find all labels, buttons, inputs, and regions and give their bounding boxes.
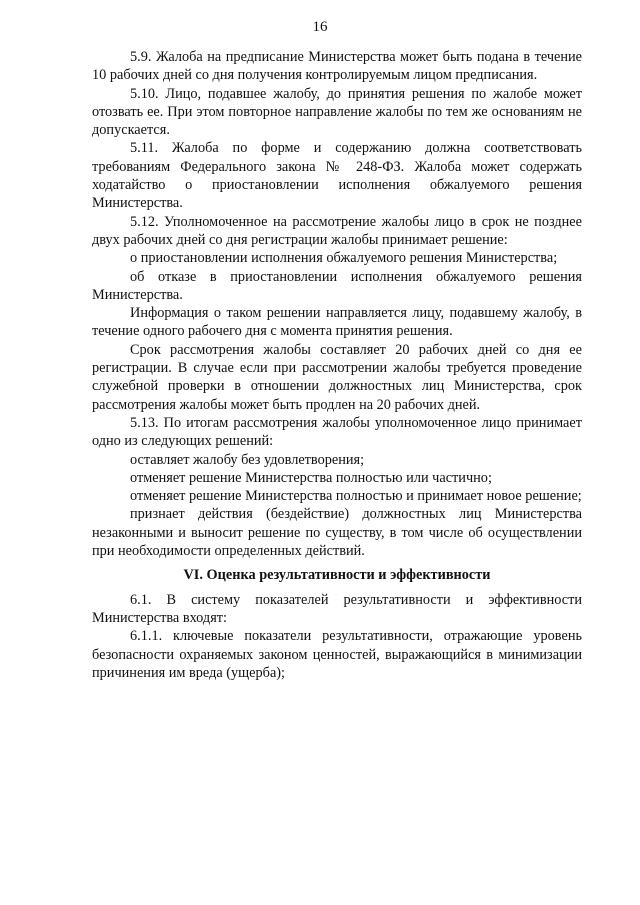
section-heading: VI. Оценка результативности и эффективности — [183, 567, 491, 584]
paragraph-5-11: 5.11. Жалоба по форме и содержанию должна соответствовать требованиям Федерального закона № 248-ФЗ. Жалоба может содержать ходатайство о приостановлении исполнения обжалуемого решения Министерства. — [92, 140, 582, 212]
paragraph-6-1: 6.1. В систему показателей результативности и эффективности Министерства входят: — [92, 591, 582, 626]
paragraph-5-9: 5.9. Жалоба на предписание Министерства может быть подана в течение 10 рабочих дней со дня получения контролируемым лицом предписания. — [92, 49, 582, 84]
paragraph-5-13-option-unlawful: признает действия (бездействие) должностных лиц Министерства незаконными и выносит решение по существу, в том числе об осуществлении при необходимости определенных действий. — [92, 506, 582, 560]
paragraph-5-13: 5.13. По итогам рассмотрения жалобы уполномоченное лицо принимает одно из следующих решений: — [92, 414, 582, 450]
paragraph-decision-notice: Информация о таком решении направляется лицу, подавшему жалобу, в течение одного рабочего дня с момента принятия решения. — [92, 305, 582, 340]
paragraph-5-13-option-leave: оставляет жалобу без удовлетворения; — [130, 451, 365, 468]
document-body — [92, 48, 582, 682]
paragraph-5-10: 5.10. Лицо, подавшее жалобу, до принятия решения по жалобе может отозвать ее. При этом повторное направление жалобы по тем же основаниям не допускается. — [92, 85, 582, 139]
paragraph-5-13-option-cancel-new: отменяет решение Министерства полностью и принимает новое решение; — [130, 488, 582, 505]
paragraph-review-term: Срок рассмотрения жалобы составляет 20 рабочих дней со дня ее регистрации. В случае если при рассмотрении жалобы требуется проведение служебной проверки в отношении должностных лиц Министерства, срок рассмотрения жалобы может быть продлен на 20 рабочих дней. — [92, 341, 582, 413]
paragraph-5-13-option-cancel-partial: отменяет решение Министерства полностью или частично; — [130, 469, 492, 486]
page-number: 16 — [312, 19, 328, 35]
paragraph-5-12-option-refuse: об отказе в приостановлении исполнения обжалуемого решения Министерства. — [92, 268, 582, 303]
paragraph-5-12: 5.12. Уполномоченное на рассмотрение жалобы лицо в срок не позднее двух рабочих дней со дня регистрации жалобы принимает решение: — [92, 213, 582, 248]
paragraph-6-1-1: 6.1.1. ключевые показатели результативности, отражающие уровень безопасности охраняемых законом ценностей, выражающийся в минимизации причинения им вреда (ущерба); — [92, 628, 582, 681]
paragraph-5-12-option-suspend: о приостановлении исполнения обжалуемого решения Министерства; — [130, 250, 558, 267]
